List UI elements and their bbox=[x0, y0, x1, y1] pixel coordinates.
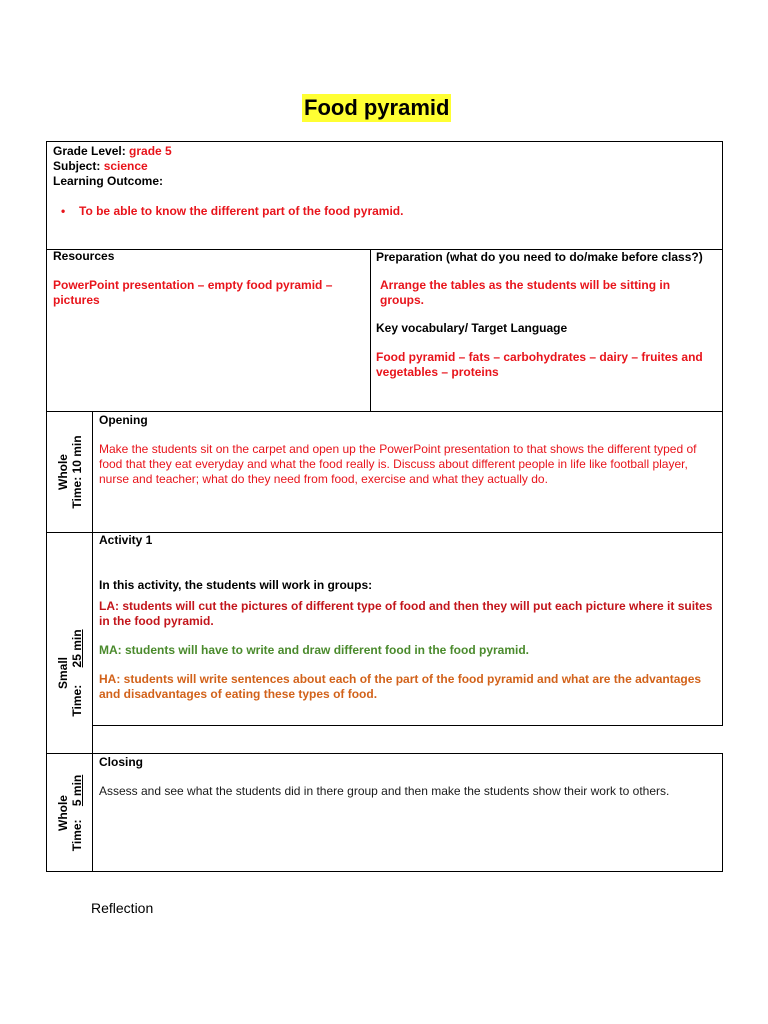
page-title: Food pyramid bbox=[304, 95, 450, 120]
reflection-label: Reflection bbox=[91, 900, 154, 916]
outcome-label: Learning Outcome: bbox=[53, 174, 164, 188]
grade-label: Grade Level: bbox=[53, 144, 126, 158]
vocab-heading: Key vocabulary/ Target Language bbox=[376, 321, 568, 335]
activity-time-label: Time: bbox=[69, 684, 84, 717]
activity-ma: MA: students will have to write and draw different food in the food pyramid. bbox=[99, 643, 530, 657]
bullet-icon: • bbox=[61, 204, 66, 218]
closing-time-label: Time: bbox=[69, 818, 84, 851]
vocab-text: Food pyramid – fats – carbohydrates – dairy – fruites and vegetables – proteins bbox=[376, 350, 703, 379]
opening-text: Make the students sit on the carpet and open up the PowerPoint presentation to that shows the different typed of food that they eat everyday and what the food really is. Discuss about different people in life like football player, nurse and teacher; what do they need from food, exercise and what they actually do. bbox=[99, 442, 697, 486]
subject-value: science bbox=[103, 159, 148, 173]
resources-heading: Resources bbox=[53, 249, 115, 263]
opening-group: Whole bbox=[55, 454, 70, 491]
opening-heading: Opening bbox=[99, 413, 148, 427]
activity-la: LA: students will cut the pictures of different type of food and then they will put each picture where it suites in the food pyramid. bbox=[99, 599, 713, 628]
activity-group: Small bbox=[55, 657, 70, 690]
resources-section bbox=[46, 249, 371, 412]
closing-section bbox=[92, 753, 723, 872]
closing-heading: Closing bbox=[99, 755, 143, 769]
closing-time: 5 min bbox=[69, 774, 84, 806]
opening-section bbox=[92, 411, 723, 533]
closing-text: Assess and see what the students did in there group and then make the students show their work to others. bbox=[99, 784, 670, 798]
grade-value: grade 5 bbox=[129, 144, 172, 158]
preparation-section bbox=[370, 249, 723, 412]
preparation-heading: Preparation (what do you need to do/make before class?) bbox=[376, 250, 703, 264]
closing-time-cell bbox=[46, 753, 93, 872]
activity-section bbox=[92, 532, 723, 726]
opening-time: Time: 10 min bbox=[69, 435, 84, 509]
activity-time: 25 min bbox=[69, 629, 84, 668]
subject-label: Subject: bbox=[53, 159, 101, 173]
activity-heading: Activity 1 bbox=[99, 533, 153, 547]
activity-time-cell bbox=[46, 532, 93, 754]
closing-group: Whole bbox=[55, 794, 70, 831]
activity-intro: In this activity, the students will work in groups: bbox=[99, 578, 373, 592]
activity-ha: HA: students will write sentences about each of the part of the food pyramid and what are the advantages and disadvantages of eating these types of food. bbox=[99, 672, 702, 701]
opening-time-cell bbox=[46, 411, 93, 533]
info-section bbox=[46, 141, 723, 250]
resources-text: PowerPoint presentation – empty food pyramid – pictures bbox=[53, 278, 333, 307]
preparation-text: Arrange the tables as the students will be sitting in groups. bbox=[380, 278, 671, 307]
outcome-text: To be able to know the different part of the food pyramid. bbox=[79, 204, 404, 218]
outcome-item bbox=[53, 204, 716, 219]
